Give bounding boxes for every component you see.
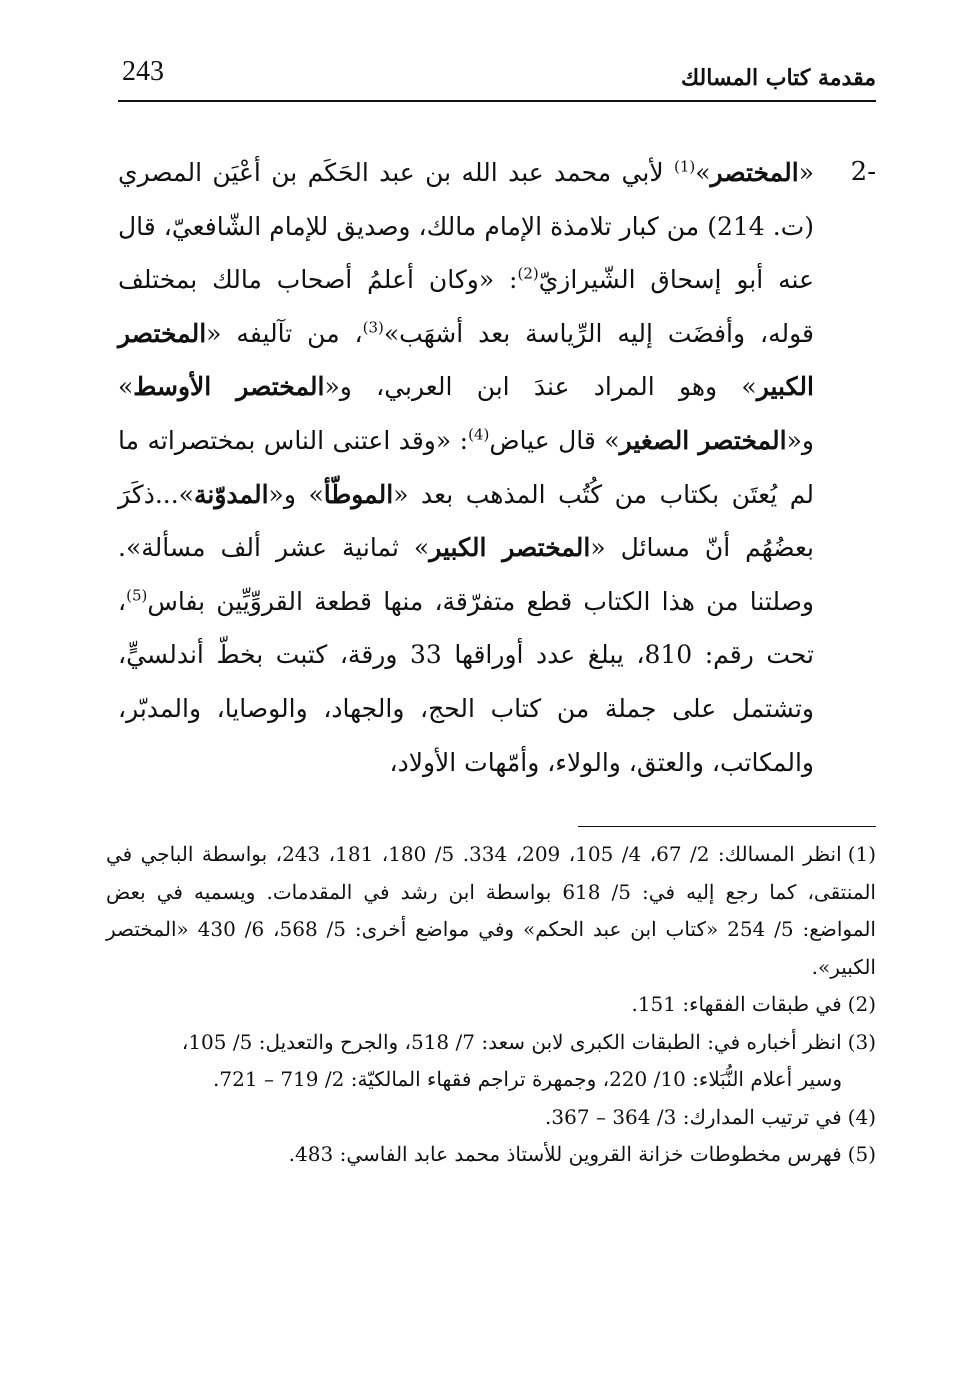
footnote-number: (2) xyxy=(847,992,876,1016)
book-title: المختصر xyxy=(710,158,799,187)
text-segment: » و« xyxy=(118,372,814,455)
book-title: المختصر الصغير xyxy=(619,425,787,455)
text-segment: ، من تآليفه « xyxy=(206,318,363,348)
book-title: الموطّأ xyxy=(323,479,394,509)
book-title: المختصر الكبير xyxy=(429,533,591,563)
item-number: 2- xyxy=(850,157,876,187)
footnote-number: (5) xyxy=(847,1142,876,1166)
footnote-text: انظر أخباره في: الطبقات الكبرى لابن سعد: 7/ 518، والجرح والتعديل: 5/ 105، xyxy=(181,1029,842,1054)
footnote-ref[interactable]: (2) xyxy=(517,264,539,283)
text-segment: » وهو المراد عندَ ابن العربي، و« xyxy=(324,372,757,402)
running-title: مقدمة كتاب المسالك xyxy=(681,65,876,91)
text-segment: : «وقد اعتنى الناس بمختصراته ما لم يُعتَن بكتاب من كُتُب المذهب بعد « xyxy=(118,425,814,509)
main-text xyxy=(118,146,876,789)
footnote-2 xyxy=(106,986,876,1024)
book-title: المختصر الكبير xyxy=(118,318,814,402)
text-segment: » xyxy=(695,158,711,187)
numbered-item xyxy=(118,146,876,789)
footnote-number: (1) xyxy=(847,842,877,866)
footnote-ref[interactable]: (4) xyxy=(468,425,490,444)
book-title: المختصر الأوسط xyxy=(133,372,325,402)
footnote-text: انظر المسالك: 2/ 67، 4/ 105، 209، 334. 5/ 180، 181، 243، بواسطة الباجي في المنتقى، كما رجع إليه في: 5/ 618 بواسطة ابن رشد في المقدمات. ويسميه في بعض المواضع: 5/ 254 «كتاب ابن عبد الحكم» وفي مواضع أخرى: 5/ 568، 6/ 430 «المختصر الكبير». xyxy=(106,842,876,979)
page-header xyxy=(118,52,876,102)
footnote-number: (3) xyxy=(847,1029,876,1054)
footnote-text: فهرس مخطوطات خزانة القروين للأستاذ محمد عابد الفاسي: 483. xyxy=(288,1142,842,1166)
footnote-text: في ترتيب المدارك: 3/ 364 – 367. xyxy=(545,1104,842,1129)
text-segment: : «وكان أعلمُ أصحاب مالك بمختلف قوله، وأفضَت إليه الرِّياسة بعد أشهَب» xyxy=(118,265,814,348)
footnote-5 xyxy=(106,1136,876,1174)
text-segment: » و« xyxy=(268,479,324,509)
footnote-ref[interactable]: (3) xyxy=(362,318,384,337)
footnote-separator xyxy=(578,826,876,827)
text-segment: »...ذكَرَ بعضُهُم أنّ مسائل « xyxy=(118,479,814,563)
footnote-ref[interactable]: (1) xyxy=(673,157,696,176)
footnote-4 xyxy=(106,1099,876,1137)
footnote-3-continuation: وسير أعلام النُّبَلاء: 10/ 220، وجمهرة تراجم فقهاء المالكيّة: 2/ 719 – 721. xyxy=(213,1067,842,1091)
text-segment: ، تحت رقم: 810، يبلغ عدد أوراقها 33 ورقة، كتبت بخطّ أندلسيٍّ، وتشتمل على جملة من كتاب الحج، والجهاد، والوصايا، والمدبّر، والمكاتب، والعتق، والولاء، وأمّهات الأولاد، xyxy=(118,586,814,777)
footnote-text: في طبقات الفقهاء: 151. xyxy=(631,992,842,1016)
footnote-3 xyxy=(106,1024,876,1062)
item-paragraph xyxy=(118,146,814,789)
text-segment: لأبي محمد عبد الله بن عبد الحَكَم بن أعْيَن المصري (ت. 214) من كبار تلامذة الإمام مالك، وصديق للإمام الشّافعيّ، قال عنه أبو إسحاق الشّيرازيّ xyxy=(118,158,814,295)
page-number: 243 xyxy=(122,56,164,87)
text-segment: » ثمانية عشر ألف مسألة». وصلتنا من هذا الكتاب قطع متفرّقة، منها قطعة القروِّيِّين بفاس xyxy=(118,533,814,616)
text-segment: « xyxy=(798,158,814,187)
footnote-number: (4) xyxy=(847,1104,876,1129)
footnote-ref[interactable]: (5) xyxy=(126,586,148,605)
footnotes xyxy=(106,836,876,1174)
text-segment: » قال عياض xyxy=(489,425,620,455)
book-title: المدوّنة xyxy=(193,479,269,509)
footnote-1 xyxy=(106,836,876,986)
